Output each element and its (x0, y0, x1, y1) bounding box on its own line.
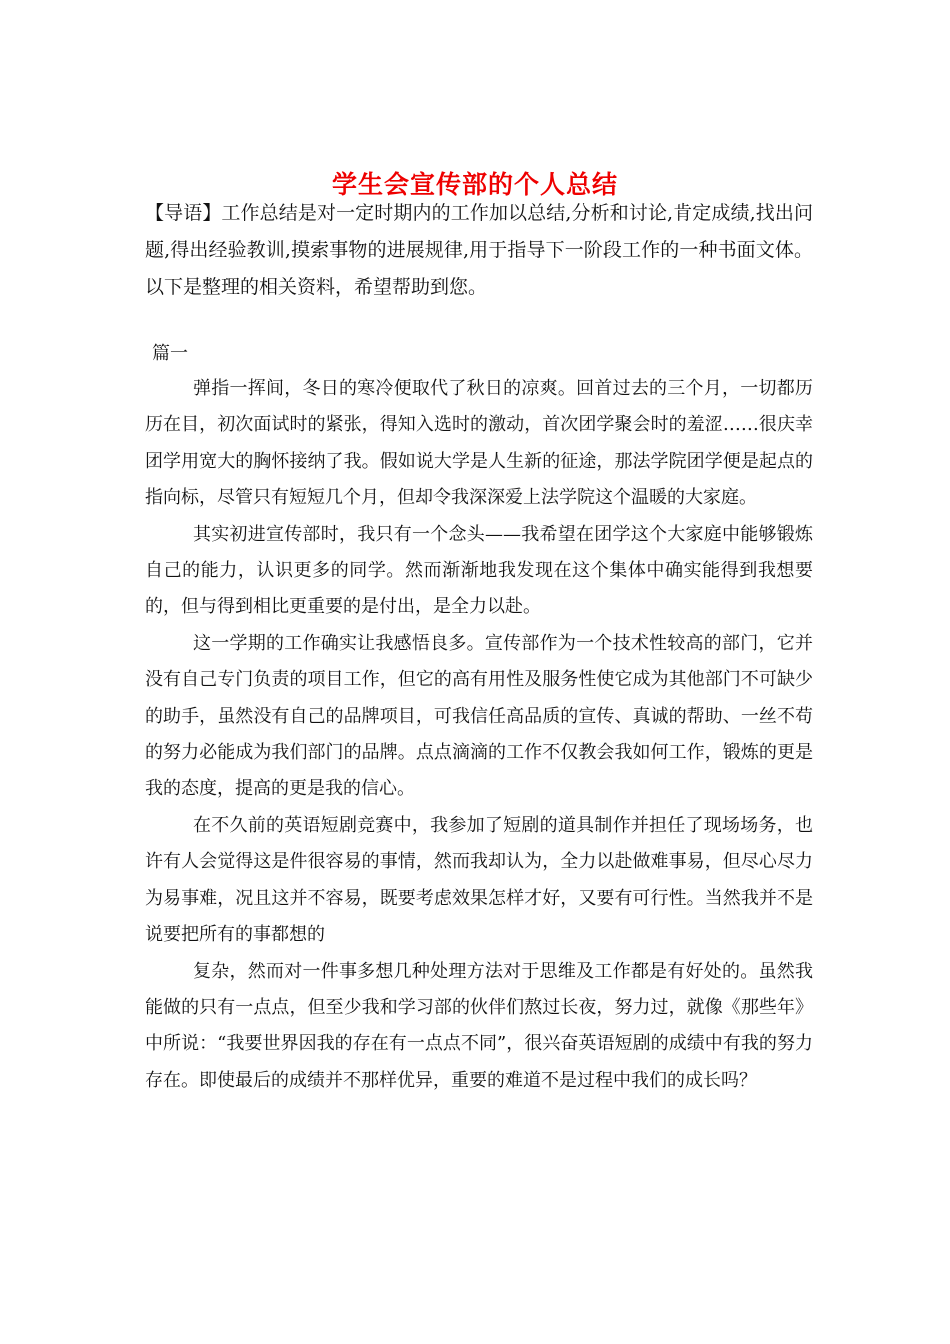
body-paragraph-5: 复杂，然而对一件事多想几种处理方法对于思维及工作都是有好处的。虽然我能做的只有一点点，但至少我和学习部的伙伴们熬过长夜，努力过，就像《那些年》中所说：“我要世界因我的存在有一点点不同”，很兴奋英语短剧的成绩中有我的努力存在。即使最后的成绩并不那样优异，重要的难道不是过程中我们的成长吗？ (145, 960, 813, 1091)
document-body (145, 371, 813, 1099)
body-paragraph-4: 在不久前的英语短剧竞赛中，我参加了短剧的道具制作并担任了现场场务，也许有人会觉得这是件很容易的事情，然而我却认为，全力以赴做难事易，但尽心尽力为易事难，况且这并不容易，既要考虑效果怎样才好，又要有可行性。当然我并不是说要把所有的事都想的 (145, 814, 813, 946)
body-paragraph-1: 弹指一挥间，冬日的寒冷便取代了秋日的凉爽。回首过去的三个月，一切都历历在目，初次面试时的紧张，得知入选时的激动，首次团学聚会时的羞涩……很庆幸团学用宽大的胸怀接纳了我。假如说大学是人生新的征途，那法学院团学便是起点的指向标，尽管只有短短几个月，但却令我深深爱上法学院这个温暖的大家庭。 (145, 378, 813, 509)
section-heading: 篇一 (152, 343, 188, 364)
document-title: 学生会宣传部的个人总结 (331, 169, 618, 199)
intro-paragraph: 【导语】工作总结是对一定时期内的工作加以总结,分析和讨论,肯定成绩,找出问题,得出经验教训,摸索事物的进展规律,用于指导下一阶段工作的一种书面文体。以下是整理的相关资料，希望帮助到您。 (145, 202, 813, 298)
body-paragraph-2: 其实初进宣传部时，我只有一个念头——我希望在团学这个大家庭中能够锻炼自己的能力，认识更多的同学。然而渐渐地我发现在这个集体中确实能得到我想要的，但与得到相比更重要的是付出，是全力以赴。 (145, 523, 813, 618)
body-paragraph-3: 这一学期的工作确实让我感悟良多。宣传部作为一个技术性较高的部门，它并没有自己专门负责的项目工作，但它的高有用性及服务性使它成为其他部门不可缺少的助手，虽然没有自己的品牌项目，可我信任高品质的宣传、真诚的帮助、一丝不苟的努力必能成为我们部门的品牌。点点滴滴的工作不仅教会我如何工作，锻炼的更是我的态度，提高的更是我的信心。 (145, 632, 813, 800)
